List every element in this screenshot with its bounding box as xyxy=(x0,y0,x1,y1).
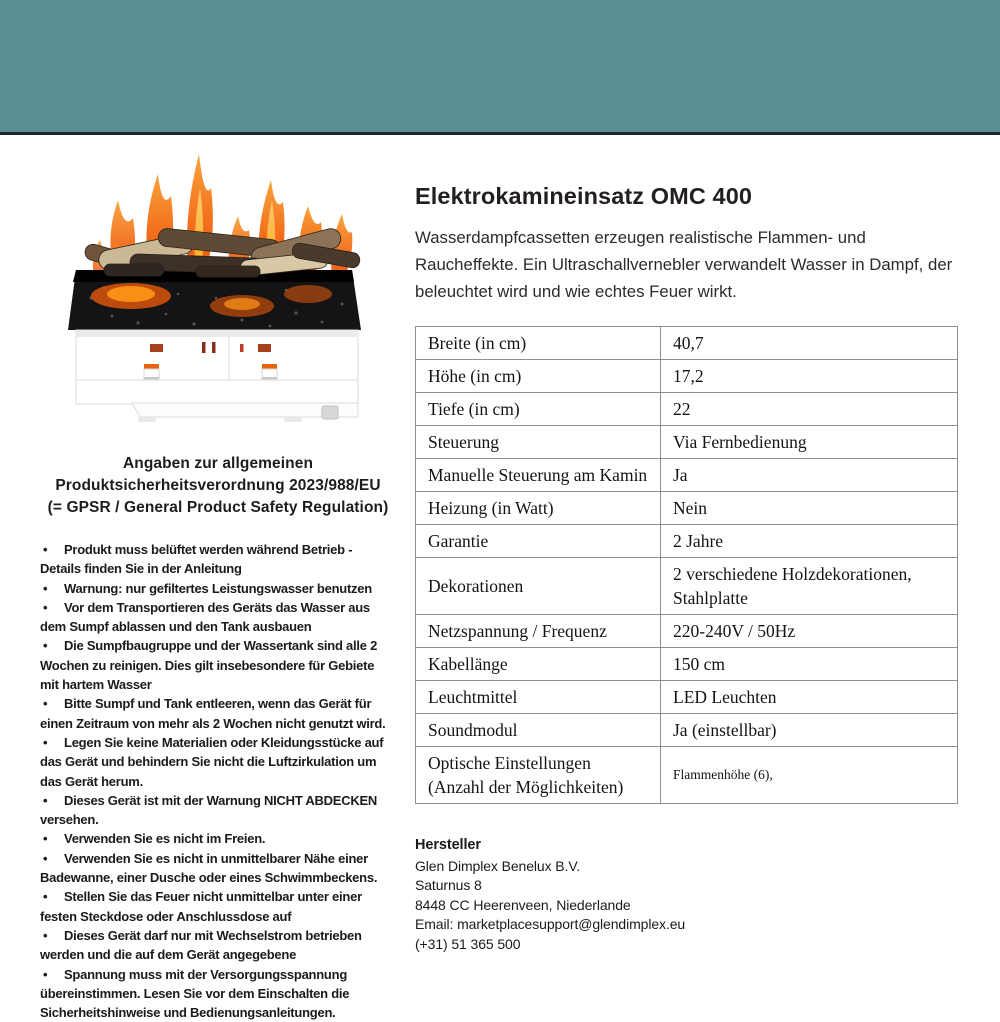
left-column xyxy=(40,148,396,1022)
bullet-item xyxy=(40,887,396,926)
spec-label: Leuchtmittel xyxy=(416,681,661,714)
manufacturer-heading: Hersteller xyxy=(415,837,481,853)
bullet-dot-icon: • xyxy=(43,734,48,750)
spec-row xyxy=(416,492,958,525)
manufacturer-line: (+31) 51 365 500 xyxy=(415,935,521,952)
spec-value: 2 Jahre xyxy=(661,525,958,558)
bullet-item xyxy=(40,540,396,579)
bullet-text: Verwenden Sie es nicht im Freien. xyxy=(64,831,266,847)
product-description: Wasserdampfcassetten erzeugen realistische Flammen- und Raucheffekte. Ein Ultraschallvernebler verwandelt Wasser in Dampf, der beleuchtet wird und wie echtes Feuer wirkt. xyxy=(415,228,953,301)
bullet-text: Bitte Sumpf und Tank entleeren, wenn das Gerät für einen Zeitraum von mehr als 2 Wochen nicht genutzt wird. xyxy=(40,696,386,731)
spec-row xyxy=(416,393,958,426)
bullet-text: Spannung muss mit der Versorgungsspannung übereinstimmen. Lesen Sie vor dem Einschalten die Sicherheitshinweise und Bedienungsanleitungen. xyxy=(40,966,350,1021)
spec-row xyxy=(416,558,958,615)
bullet-dot-icon: • xyxy=(43,889,48,905)
spec-value: 17,2 xyxy=(661,360,958,393)
bullet-dot-icon: • xyxy=(43,542,48,557)
gpsr-heading-line: (= GPSR / General Product Safety Regulation) xyxy=(47,499,389,516)
bullet-dot-icon: • xyxy=(43,850,48,866)
spec-value: Nein xyxy=(661,492,958,525)
spec-value: 2 verschiedene Holzdekorationen, Stahlplatte xyxy=(661,558,958,615)
spec-row xyxy=(416,747,958,804)
bullet-text: Dieses Gerät ist mit der Warnung NICHT ABDECKEN versehen. xyxy=(40,792,378,828)
spec-row xyxy=(416,360,958,393)
spec-value: 40,7 xyxy=(661,327,958,360)
spec-value: Flammenhöhe (6), xyxy=(661,747,958,804)
spec-label: Heizung (in Watt) xyxy=(416,492,661,525)
spec-row xyxy=(416,426,958,459)
gpsr-bullet-list xyxy=(40,540,396,1022)
spec-row xyxy=(416,615,958,648)
spec-label: Netzspannung / Frequenz xyxy=(416,615,661,648)
bullet-text: Warnung: nur gefiltertes Leistungswasser benutzen xyxy=(64,580,372,596)
bullet-item xyxy=(40,926,396,965)
manufacturer-line: Saturnus 8 xyxy=(415,877,482,893)
spec-table-body xyxy=(416,327,958,804)
bullet-text: Legen Sie keine Materialien oder Kleidungsstücke auf das Gerät und behindern Sie nicht die Luftzirkulation um das Gerät herum. xyxy=(40,734,384,789)
bullet-dot-icon: • xyxy=(43,831,48,847)
spec-value: LED Leuchten xyxy=(661,681,958,714)
manufacturer-line: Glen Dimplex Benelux B.V. xyxy=(415,857,581,874)
spec-value: 22 xyxy=(661,393,958,426)
gpsr-heading xyxy=(40,453,396,519)
product-image xyxy=(46,148,386,443)
bullet-item xyxy=(40,579,396,598)
bullet-dot-icon: • xyxy=(43,599,48,615)
bullet-text: Dieses Gerät darf nur mit Wechselstrom betrieben werden und die auf dem Gerät angegebene xyxy=(40,927,362,963)
bullet-dot-icon: • xyxy=(43,792,48,808)
page-title: Elektrokamineinsatz OMC 400 xyxy=(415,183,753,209)
spec-label: Soundmodul xyxy=(416,714,661,747)
gpsr-heading-line: Produktsicherheitsverordnung 2023/988/EU xyxy=(55,477,381,494)
fireplace-illustration xyxy=(46,148,386,443)
spec-label: Garantie xyxy=(416,525,661,558)
bullet-item xyxy=(40,733,396,791)
bullet-item xyxy=(40,791,396,830)
manufacturer-lines xyxy=(415,857,960,955)
bullet-dot-icon: • xyxy=(43,927,48,943)
manufacturer-block xyxy=(415,836,960,954)
spec-row xyxy=(416,714,958,747)
spec-label: Tiefe (in cm) xyxy=(416,393,661,426)
bullet-text: Verwenden Sie es nicht in unmittelbarer Nähe einer Badewanne, einer Dusche oder eines Schwimmbeckens. xyxy=(40,850,378,886)
spec-row xyxy=(416,525,958,558)
cassette-body xyxy=(76,330,358,422)
spec-label: Breite (in cm) xyxy=(416,327,661,360)
spec-label: Optische Einstellungen (Anzahl der Möglichkeiten) xyxy=(416,747,661,804)
manufacturer-line: Email: marketplacesupport@glendimplex.eu xyxy=(415,916,686,932)
bullet-text: Vor dem Transportieren des Geräts das Wasser aus dem Sumpf ablassen und den Tank ausbauen xyxy=(40,599,370,635)
bullet-item xyxy=(40,694,396,733)
spec-label: Höhe (in cm) xyxy=(416,360,661,393)
spec-value: Ja xyxy=(661,459,958,492)
spec-label: Kabellänge xyxy=(416,648,661,681)
bullet-item xyxy=(40,598,396,637)
coal-tray xyxy=(68,270,361,330)
bullet-item xyxy=(40,849,396,888)
spec-value: Ja (einstellbar) xyxy=(661,714,958,747)
bullet-dot-icon: • xyxy=(43,966,48,982)
bullet-text: Produkt muss belüftet werden während Betrieb - Details finden Sie in der Anleitung xyxy=(40,542,353,577)
header-band xyxy=(0,0,1000,135)
spec-table xyxy=(415,326,958,804)
spec-value: 150 cm xyxy=(661,648,958,681)
spec-value: Via Fernbedienung xyxy=(661,426,958,459)
bullet-dot-icon: • xyxy=(43,638,48,654)
manufacturer-line: 8448 CC Heerenveen, Niederlande xyxy=(415,896,631,913)
spec-value: 220-240V / 50Hz xyxy=(661,615,958,648)
bullet-text: Stellen Sie das Feuer nicht unmittelbar unter einer festen Steckdose oder Anschlussdose auf xyxy=(40,889,362,924)
spec-row xyxy=(416,648,958,681)
spec-row xyxy=(416,327,958,360)
bullet-item xyxy=(40,829,396,848)
spec-label: Manuelle Steuerung am Kamin xyxy=(416,459,661,492)
gpsr-heading-line: Angaben zur allgemeinen xyxy=(122,455,314,472)
spec-label: Dekorationen xyxy=(416,558,661,615)
bullet-item xyxy=(40,636,396,694)
spec-row xyxy=(416,681,958,714)
bullet-item xyxy=(40,965,396,1022)
bullet-dot-icon: • xyxy=(43,696,48,712)
spec-label: Steuerung xyxy=(416,426,661,459)
spec-row xyxy=(416,459,958,492)
bullet-dot-icon: • xyxy=(43,580,48,596)
bullet-text: Die Sumpfbaugruppe und der Wassertank sind alle 2 Wochen zu reinigen. Dies gilt insebesondere für Gebiete mit hartem Wasser xyxy=(40,638,378,693)
